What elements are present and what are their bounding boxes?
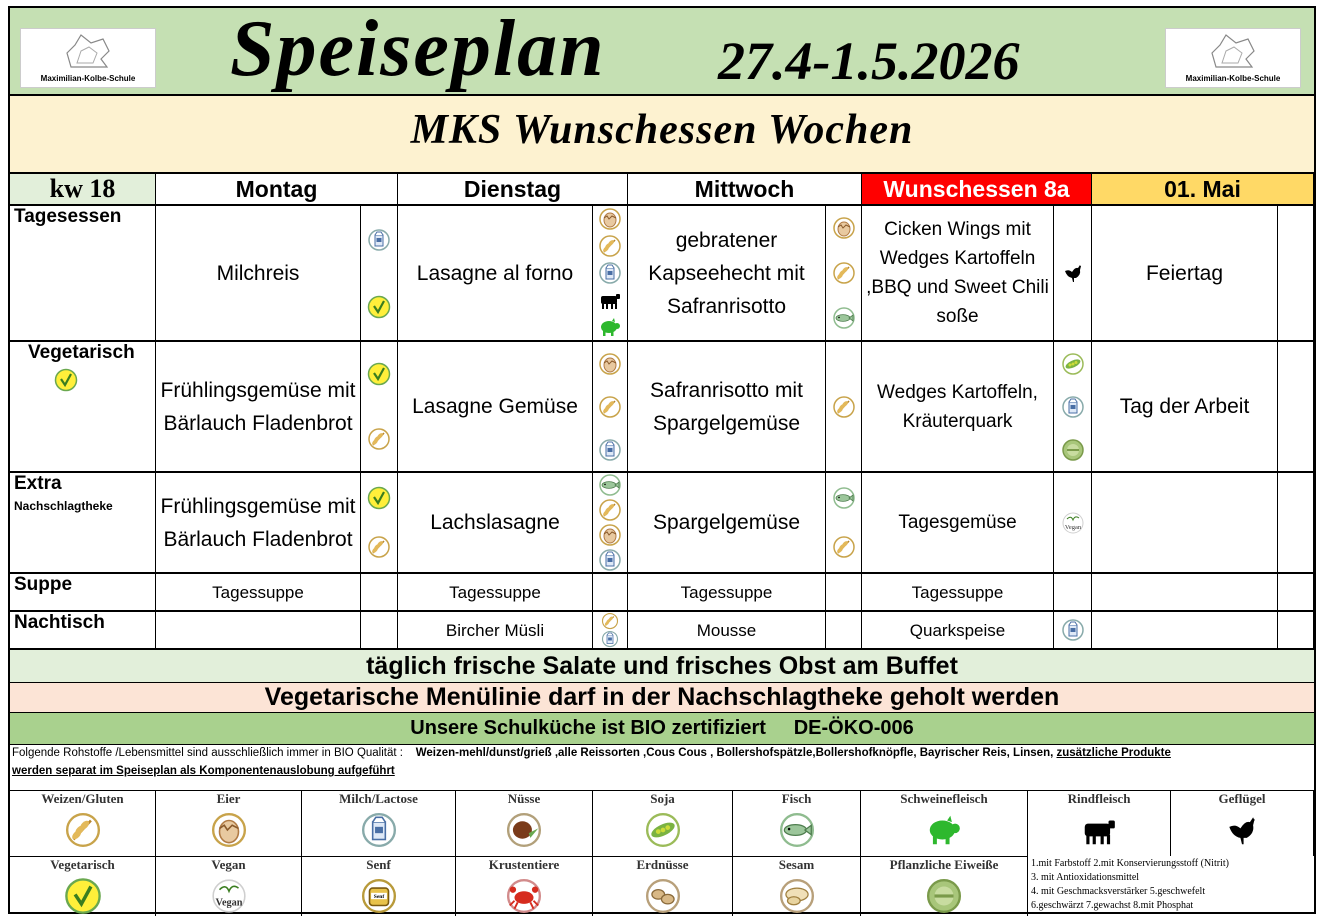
meal-cell xyxy=(1092,206,1278,342)
header xyxy=(10,5,1314,96)
bio-note-extra-2: werden separat im Speiseplan als Komponentenauslobung aufgeführt xyxy=(12,765,395,777)
meal-text: Milchreis xyxy=(216,261,300,285)
wheat-icon xyxy=(367,535,391,559)
legend-item xyxy=(1028,790,1171,856)
meal-text: Safranrisotto mit Spargelgemüse xyxy=(650,378,803,435)
bio-note xyxy=(12,744,1312,780)
salads-banner-text: täglich frische Salate und frisches Obst am Buffet xyxy=(366,652,958,680)
nut-icon xyxy=(505,811,543,849)
legend-item xyxy=(302,856,456,916)
allergen-icons xyxy=(826,574,862,612)
meal-cell xyxy=(398,473,593,574)
logo-shape-icon xyxy=(61,33,115,69)
legend-item xyxy=(156,790,302,856)
legend-label: Rindfleisch xyxy=(1067,791,1131,806)
vegetarian-icon xyxy=(367,295,391,319)
row-label-text: Vegetarisch xyxy=(28,342,135,363)
additive-line: 3. mit Antioxidationsmittel xyxy=(1031,872,1140,883)
logo-text: Maximilian-Kolbe-Schule xyxy=(1185,74,1281,83)
meal-cell xyxy=(862,574,1054,612)
allergen-icons xyxy=(593,206,628,342)
legend-item xyxy=(10,856,156,916)
wheat-icon xyxy=(598,498,622,522)
wheat-icon xyxy=(832,535,856,559)
meal-text: Tagesgemüse xyxy=(898,512,1017,533)
row-label-text: Tagesessen xyxy=(14,206,122,227)
soy-icon xyxy=(644,811,682,849)
egg-icon xyxy=(210,811,248,849)
vegetarian-icon xyxy=(367,362,391,386)
egg-icon xyxy=(832,216,856,240)
allergen-icons xyxy=(361,574,398,612)
allergen-icons xyxy=(826,612,862,650)
legend-label: Vegetarisch xyxy=(50,857,115,872)
legend-item xyxy=(456,856,593,916)
wheat-icon xyxy=(64,811,102,849)
egg-icon xyxy=(598,352,622,376)
day-header xyxy=(862,174,1092,206)
milk-icon xyxy=(598,261,622,285)
salads-banner xyxy=(10,650,1314,683)
vegetarian-banner xyxy=(10,683,1314,713)
day-header xyxy=(1092,174,1314,206)
legend-label: Weizen/Gluten xyxy=(41,791,124,806)
page-title: Speiseplan xyxy=(230,5,606,93)
meal-cell xyxy=(862,206,1054,342)
row-label xyxy=(10,574,156,612)
row-label xyxy=(10,206,156,342)
allergen-icons xyxy=(1054,342,1092,473)
legend-label: Eier xyxy=(216,791,241,806)
meal-cell xyxy=(156,612,361,650)
legend-label: Geflügel xyxy=(1218,791,1266,806)
legend-label: Nüsse xyxy=(507,791,541,806)
meal-cell xyxy=(862,342,1054,473)
meal-text: Frühlingsgemüse mit Bärlauch Fladenbrot xyxy=(160,494,356,551)
fish-icon xyxy=(832,486,856,510)
allergen-icons xyxy=(1054,473,1092,574)
legend-label: Vegan xyxy=(211,857,246,872)
allergen-icons xyxy=(361,473,398,574)
legend-label: Krustentiere xyxy=(488,857,560,872)
vegetarian-banner-text: Vegetarische Menülinie darf in der Nachschlagtheke geholt werden xyxy=(264,683,1060,711)
vegan-icon xyxy=(1061,511,1085,535)
meal-text: Wedges Kartoffeln, Kräuterquark xyxy=(877,381,1038,432)
bio-banner-text: Unsere Schulküche ist BIO zertifiziert DE-ÖKO-006 xyxy=(410,717,914,739)
row-label-text: Extra xyxy=(14,473,62,494)
additives-footnote xyxy=(1028,857,1314,913)
row-label-text: Suppe xyxy=(14,574,73,595)
meal-cell xyxy=(628,342,826,473)
fish-icon xyxy=(598,473,622,497)
fish-icon xyxy=(778,811,816,849)
bio-note-intro: Folgende Rohstoffe /Lebensmittel sind ausschließlich immer in BIO Qualität : xyxy=(12,747,403,759)
legend-item xyxy=(456,790,593,856)
egg-icon xyxy=(598,207,622,231)
day-header xyxy=(156,174,398,206)
week-label xyxy=(10,174,156,206)
day-header-text: 01. Mai xyxy=(1164,175,1241,202)
row-sublabel-text: Nachschlagtheke xyxy=(14,499,113,513)
legend-item xyxy=(156,856,302,916)
wheat-icon xyxy=(598,612,622,630)
meal-text: Quarkspeise xyxy=(909,620,1006,640)
meal-text: Tagessuppe xyxy=(911,582,1004,602)
subtitle: MKS Wunschessen Wochen xyxy=(410,107,914,153)
pork-icon xyxy=(598,315,622,339)
milk-icon xyxy=(598,438,622,462)
additive-line: 6.geschwärzt 7.gewachst 8.mit Phosphat xyxy=(1031,900,1194,911)
meal-cell xyxy=(1092,473,1278,574)
meal-cell xyxy=(628,473,826,574)
soy-icon xyxy=(1061,352,1085,376)
vegetarian-icon xyxy=(367,486,391,510)
allergen-icons xyxy=(593,473,628,574)
allergen-icons xyxy=(361,206,398,342)
day-header-text: Mittwoch xyxy=(694,175,795,202)
day-header-text: Dienstag xyxy=(463,175,562,202)
milk-icon xyxy=(1061,618,1085,642)
logo-text: Maximilian-Kolbe-Schule xyxy=(40,74,136,83)
meal-cell xyxy=(398,206,593,342)
wheat-icon xyxy=(367,427,391,451)
meal-cell xyxy=(1092,574,1278,612)
milk-icon xyxy=(360,811,398,849)
additive-line: 4. mit Geschmacksverstärker 5.geschwefelt xyxy=(1031,886,1206,897)
school-logo-right xyxy=(1165,28,1301,88)
menu-sheet xyxy=(8,6,1316,914)
day-header xyxy=(628,174,862,206)
mustard-icon xyxy=(360,877,398,915)
legend-item xyxy=(593,856,733,916)
allergen-icons xyxy=(593,574,628,612)
legend-item xyxy=(593,790,733,856)
legend-item xyxy=(733,790,861,856)
meal-cell xyxy=(628,574,826,612)
allergen-icons xyxy=(593,612,628,650)
week-label-text: kw 18 xyxy=(49,174,116,203)
legend-label: Erdnüsse xyxy=(636,857,689,872)
poultry-icon xyxy=(1223,811,1261,849)
additive-line: 1.mit Farbstoff 2.mit Konservierungsstoff (Nitrit) xyxy=(1031,858,1229,869)
allergen-icons xyxy=(1278,473,1314,574)
vegan-icon xyxy=(210,877,248,915)
allergen-icons xyxy=(1278,342,1314,473)
school-logo-left xyxy=(20,28,156,88)
legend-item xyxy=(861,790,1028,856)
day-header-text: Montag xyxy=(235,175,318,202)
svg-text:Senf: Senf xyxy=(373,894,384,901)
meal-cell xyxy=(156,342,361,473)
svg-text:Vegan: Vegan xyxy=(214,897,243,909)
allergen-icons xyxy=(361,342,398,473)
row-label xyxy=(10,342,156,473)
meal-text: gebratener Kapseehecht mit Safranrisotto xyxy=(648,228,805,318)
meal-text: Lasagne al forno xyxy=(416,261,574,285)
fish-icon xyxy=(832,306,856,330)
legend-label: Schweinefleisch xyxy=(900,791,988,806)
legend-label: Sesam xyxy=(778,857,815,872)
wheat-icon xyxy=(832,395,856,419)
meal-text: Frühlingsgemüse mit Bärlauch Fladenbrot xyxy=(160,378,356,435)
legend-item xyxy=(861,856,1028,916)
vegetarian-icon xyxy=(54,368,78,392)
row-label xyxy=(10,473,156,574)
meal-cell xyxy=(628,612,826,650)
svg-text:Vegan: Vegan xyxy=(1064,523,1081,531)
peanut-icon xyxy=(644,877,682,915)
vegetarian-icon xyxy=(64,877,102,915)
legend-label: Milch/Lactose xyxy=(339,791,418,806)
meal-text: Tagessuppe xyxy=(680,582,773,602)
meal-cell xyxy=(398,612,593,650)
wheat-icon xyxy=(832,261,856,285)
legend-label: Fisch xyxy=(781,791,812,806)
meal-text: Bircher Müsli xyxy=(445,620,545,640)
wheat-icon xyxy=(598,395,622,419)
poultry-icon xyxy=(1061,261,1085,285)
beef-icon xyxy=(1080,811,1118,849)
bio-note-items: Weizen-mehl/dunst/grieß ,alle Reissorten ,Cous Cous , Bollershofspätzle,Bollershofknöpfle, Bayrischer Reis, Linsen, xyxy=(415,747,1054,759)
meal-text: Lasagne Gemüse xyxy=(412,395,578,418)
meal-cell xyxy=(398,342,593,473)
bio-note-extra-1: zusätzliche Produkte xyxy=(1056,747,1171,759)
meal-cell xyxy=(628,206,826,342)
plant-protein-icon xyxy=(1061,438,1085,462)
allergen-icons xyxy=(1054,612,1092,650)
milk-icon xyxy=(367,228,391,252)
day-header xyxy=(398,174,628,206)
meal-cell xyxy=(156,473,361,574)
subtitle-band xyxy=(10,96,1314,174)
allergen-icons xyxy=(1054,206,1092,342)
allergen-icons xyxy=(1054,574,1092,612)
row-label xyxy=(10,612,156,650)
allergen-icons xyxy=(1278,206,1314,342)
date-range: 27.4-1.5.2026 xyxy=(718,31,1020,91)
meal-text: Feiertag xyxy=(1145,261,1224,285)
meal-cell xyxy=(1092,342,1278,473)
pork-icon xyxy=(925,811,963,849)
meal-cell xyxy=(156,574,361,612)
beef-icon xyxy=(598,288,622,312)
wheat-icon xyxy=(598,234,622,258)
meal-text: Tagessuppe xyxy=(212,582,304,602)
meal-cell xyxy=(1092,612,1278,650)
row-label-text: Nachtisch xyxy=(14,612,105,633)
allergen-icons xyxy=(826,342,862,473)
allergen-icons xyxy=(593,342,628,473)
milk-icon xyxy=(598,630,622,648)
day-header-text: Wunschessen 8a xyxy=(883,175,1070,202)
legend-label: Soja xyxy=(650,791,675,806)
legend-item xyxy=(10,790,156,856)
allergen-icons xyxy=(361,612,398,650)
meal-text: Cicken Wings mit Wedges Kartoffeln ,BBQ und Sweet Chili soße xyxy=(866,219,1049,327)
legend-item xyxy=(733,856,861,916)
logo-shape-icon xyxy=(1206,33,1260,69)
meal-cell xyxy=(398,574,593,612)
milk-icon xyxy=(598,548,622,572)
meal-cell xyxy=(862,612,1054,650)
plant-protein-icon xyxy=(925,877,963,915)
egg-icon xyxy=(598,523,622,547)
bio-banner xyxy=(10,713,1314,745)
milk-icon xyxy=(1061,395,1085,419)
crab-icon xyxy=(505,877,543,915)
meal-text: Tagessuppe xyxy=(449,582,541,602)
allergen-icons xyxy=(826,473,862,574)
meal-text: Spargelgemüse xyxy=(652,511,801,534)
legend-label: Senf xyxy=(366,857,391,872)
meal-text: Lachslasagne xyxy=(430,511,560,534)
meal-text: Tag der Arbeit xyxy=(1119,395,1250,418)
meal-cell xyxy=(156,206,361,342)
allergen-icons xyxy=(1278,612,1314,650)
legend-item xyxy=(302,790,456,856)
meal-cell xyxy=(862,473,1054,574)
legend-label: Pflanzliche Eiweiße xyxy=(889,857,999,872)
allergen-icons xyxy=(826,206,862,342)
allergen-icons xyxy=(1278,574,1314,612)
sesame-icon xyxy=(778,877,816,915)
legend-item xyxy=(1171,790,1314,856)
meal-text: Mousse xyxy=(696,620,757,640)
